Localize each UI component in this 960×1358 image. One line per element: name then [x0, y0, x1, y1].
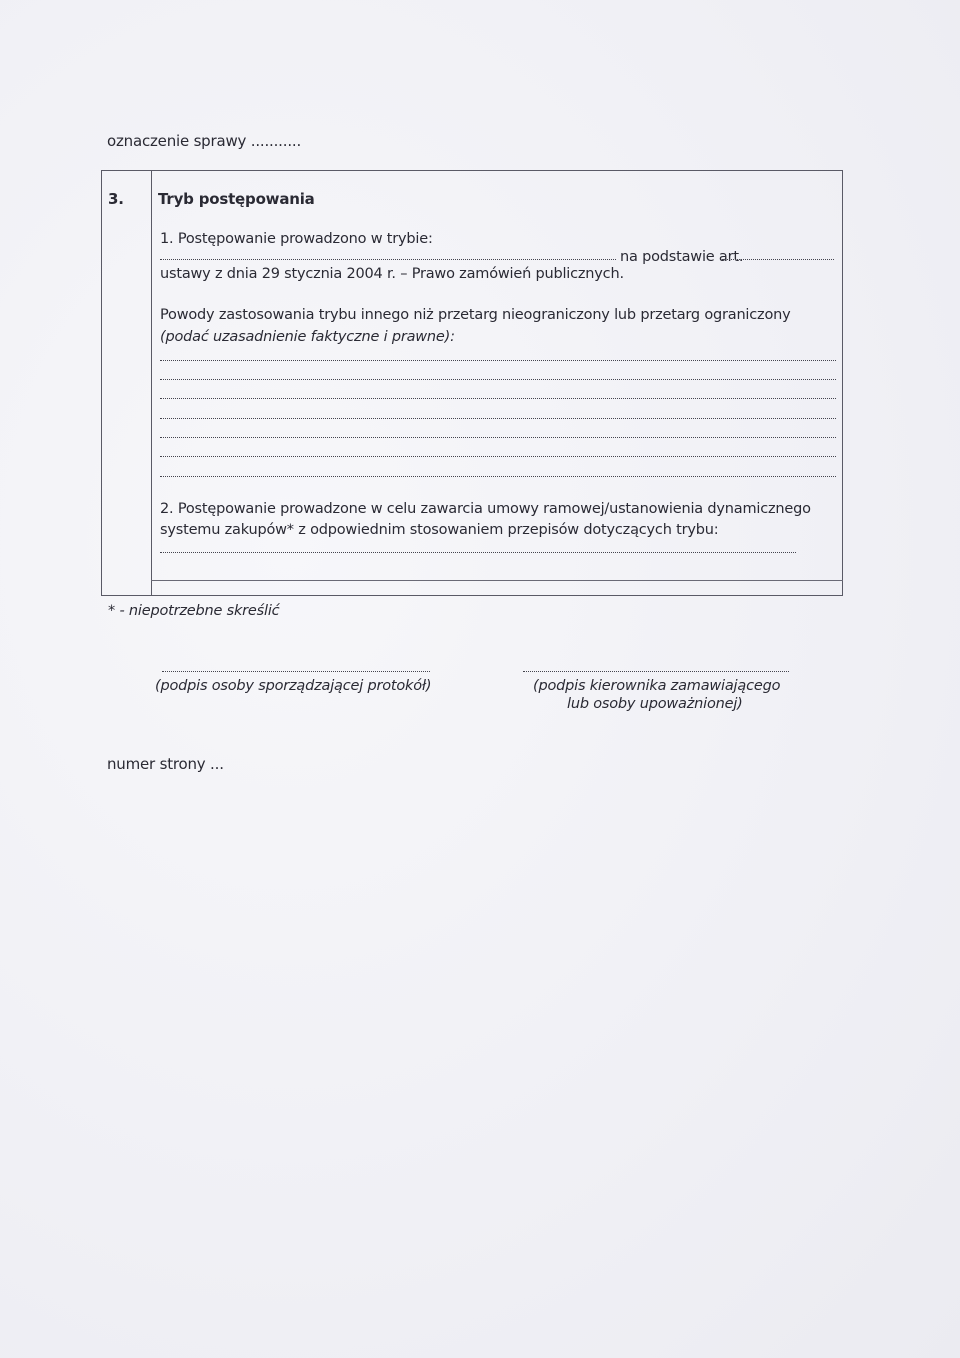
- case-number-label: oznaczenie sprawy ...........: [107, 132, 302, 150]
- page-number-label: numer strony ...: [107, 755, 224, 773]
- section-box-divider: [151, 170, 152, 596]
- signature-caption-manager-1: (podpis kierownika zamawiającego: [533, 678, 781, 694]
- reasons-fill-line-6[interactable]: [160, 456, 836, 457]
- item2-line-2: systemu zakupów* z odpowiednim stosowaniem przepisów dotyczących trybu:: [160, 522, 719, 538]
- signature-caption-manager-2: lub osoby upoważnionej): [567, 696, 743, 712]
- reasons-fill-line-5[interactable]: [160, 437, 836, 438]
- reasons-fill-line-3[interactable]: [160, 398, 836, 399]
- mode-fill-line[interactable]: [160, 259, 616, 260]
- item2-fill-line[interactable]: [160, 552, 796, 553]
- footnote: * - niepotrzebne skreślić: [108, 603, 280, 619]
- section-box-inner-bottom-line: [151, 580, 843, 581]
- reasons-instruction: (podać uzasadnienie faktyczne i prawne):: [160, 329, 455, 345]
- reasons-fill-line-7[interactable]: [160, 476, 836, 477]
- reasons-fill-line-1[interactable]: [160, 360, 836, 361]
- section-number: 3.: [108, 190, 124, 208]
- act-reference: ustawy z dnia 29 stycznia 2004 r. – Prawo zamówień publicznych.: [160, 266, 624, 282]
- section-title: Tryb postępowania: [158, 190, 315, 208]
- item2-line-1: 2. Postępowanie prowadzone w celu zawarcia umowy ramowej/ustanowienia dynamicznego: [160, 501, 811, 517]
- signature-line-manager[interactable]: [523, 671, 789, 672]
- reasons-fill-line-2[interactable]: [160, 379, 836, 380]
- signature-caption-preparer: (podpis osoby sporządzającej protokół): [155, 678, 432, 694]
- item1-heading: 1. Postępowanie prowadzono w trybie:: [160, 231, 433, 247]
- article-label: na podstawie art.: [620, 249, 744, 265]
- signature-line-preparer[interactable]: [162, 671, 430, 672]
- article-fill-line[interactable]: [722, 259, 834, 260]
- reasons-fill-line-4[interactable]: [160, 418, 836, 419]
- reasons-heading: Powody zastosowania trybu innego niż przetarg nieograniczony lub przetarg ograniczony: [160, 307, 791, 323]
